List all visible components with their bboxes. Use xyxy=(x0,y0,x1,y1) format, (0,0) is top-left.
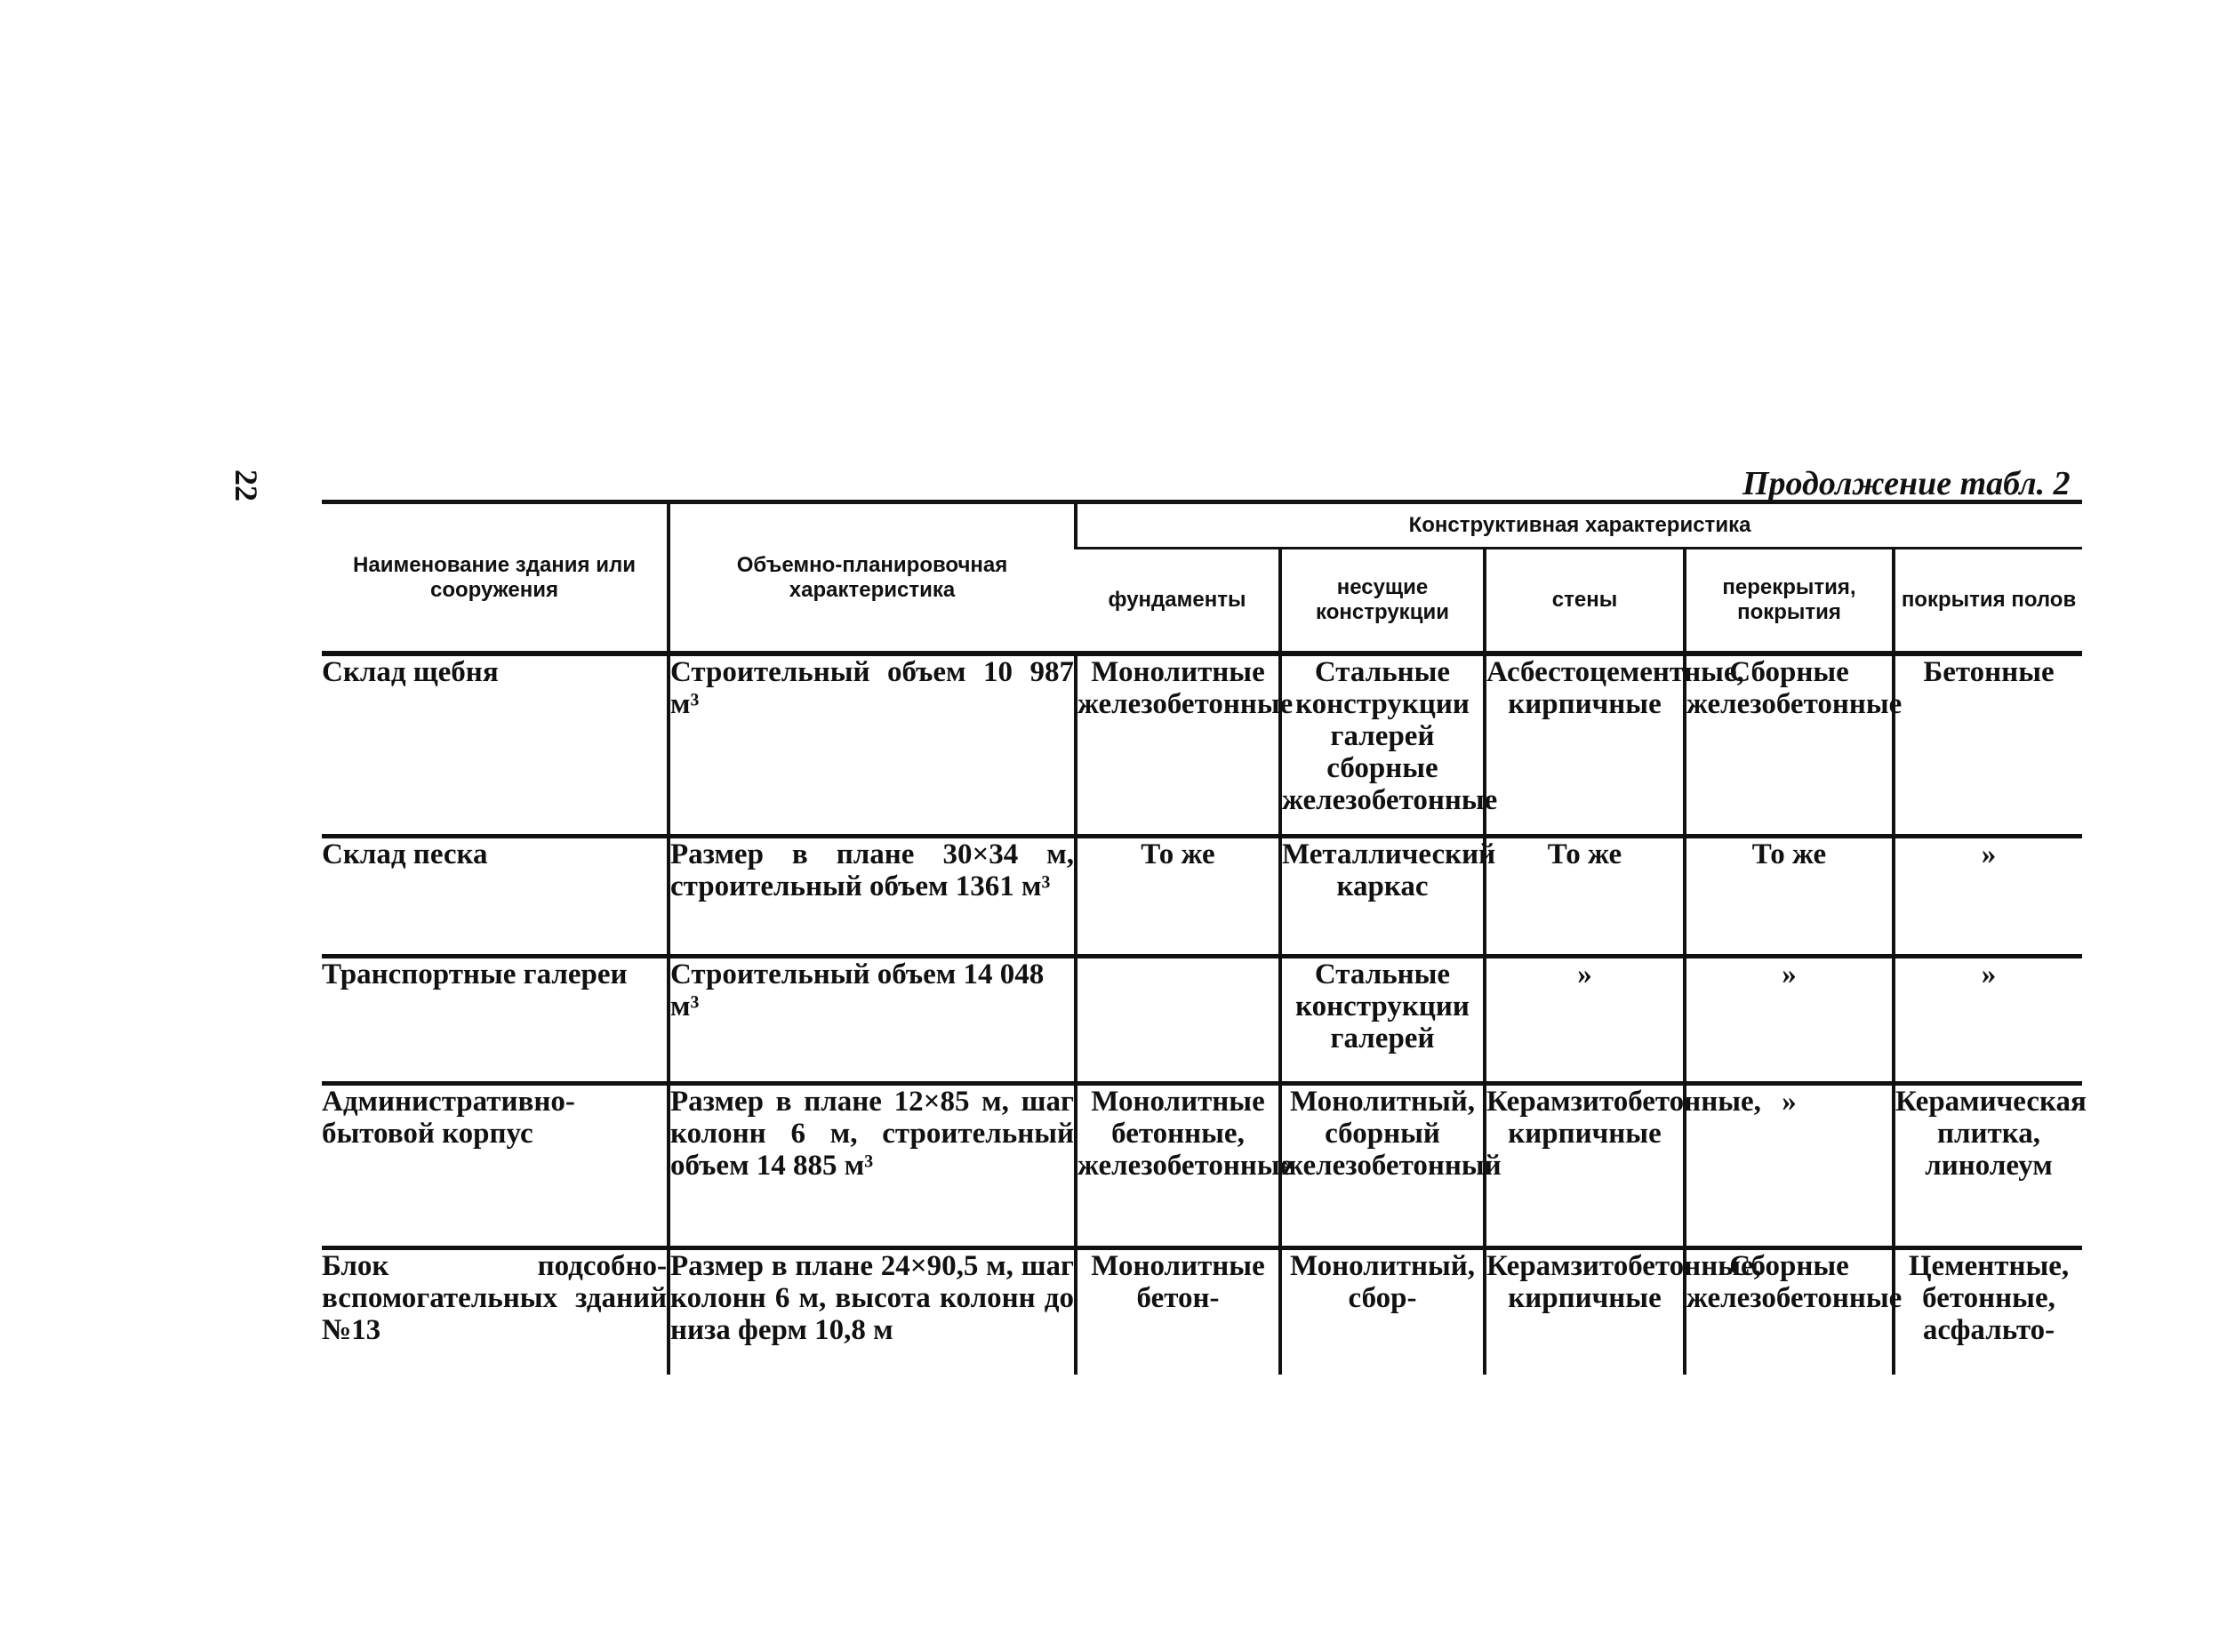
header-foundations: фундаменты xyxy=(1108,588,1246,612)
cell-plan: Строительный объем 10 987 м³ xyxy=(669,654,1076,837)
cell-foundations xyxy=(1076,957,1280,1084)
cell-floors: » xyxy=(1894,957,2082,1084)
cell-foundations: То же xyxy=(1076,837,1280,957)
header-ceilings: перекрытия, покрытия xyxy=(1685,549,1894,654)
building-characteristics-table xyxy=(322,500,2087,1375)
cell-bearing: Монолитный, сбор- xyxy=(1280,1248,1485,1375)
header-row-top xyxy=(322,502,2082,549)
cell-walls: » xyxy=(1485,957,1685,1084)
cell-ceilings: Сборные железобетонные xyxy=(1685,1248,1894,1375)
cell-ceilings: » xyxy=(1685,1084,1894,1248)
table-row xyxy=(322,837,2082,957)
cell-bearing: Стальные конструкции галерей сборные железобетонные xyxy=(1280,654,1485,837)
table-row xyxy=(322,1248,2082,1375)
cell-foundations: Монолитные железобетонные xyxy=(1076,654,1280,837)
cell-floors: » xyxy=(1894,837,2082,957)
header-bearing: несущие конструкции xyxy=(1280,549,1485,654)
page-number: 22 xyxy=(228,469,264,501)
cell-walls: Керамзитобетонные, кирпичные xyxy=(1485,1248,1685,1375)
cell-bearing: Монолитный, сборный железобетонный xyxy=(1280,1084,1485,1248)
cell-walls: Керамзитобетонные, кирпичные xyxy=(1485,1084,1685,1248)
cell-foundations: Монолитные бетонные, железобетонные xyxy=(1076,1084,1280,1248)
table-row xyxy=(322,1084,2082,1248)
cell-floors: Бетонные xyxy=(1894,654,2082,837)
header-plan: Объемно-планировочная характеристика xyxy=(669,502,1076,654)
cell-plan: Строительный объем 14 048 м³ xyxy=(669,957,1076,1084)
cell-ceilings: Сборные железобетонные xyxy=(1685,654,1894,837)
cell-ceilings: То же xyxy=(1685,837,1894,957)
table-row xyxy=(322,957,2082,1084)
cell-name: Склад щебня xyxy=(322,654,669,837)
cell-plan: Размер в плане 12×85 м, шаг колонн 6 м, строительный объем 14 885 м³ xyxy=(669,1084,1076,1248)
cell-bearing: Стальные конструкции галерей xyxy=(1280,957,1485,1084)
cell-ceilings: » xyxy=(1685,957,1894,1084)
cell-plan: Размер в плане 30×34 м, строительный объем 1361 м³ xyxy=(669,837,1076,957)
cell-name: Транспортные галереи xyxy=(322,957,669,1084)
cell-plan: Размер в плане 24×90,5 м, шаг колонн 6 м, высота колонн до низа ферм 10,8 м xyxy=(669,1248,1076,1375)
cell-floors: Керамическая плитка, линолеум xyxy=(1894,1084,2082,1248)
header-floors: покрытия полов xyxy=(1894,549,2082,654)
cell-walls: То же xyxy=(1485,837,1685,957)
header-name: Наименование здания или сооружения xyxy=(322,502,669,654)
cell-floors: Цементные, бетонные, асфальто- xyxy=(1894,1248,2082,1375)
header-construct-group: Конструктивная характеристика xyxy=(1076,502,2082,549)
cell-foundations: Монолитные бетон- xyxy=(1076,1248,1280,1375)
table-row xyxy=(322,654,2082,837)
table-caption: Продолжение табл. 2 xyxy=(1742,465,2071,502)
cell-name: Блок подсобно-вспомогательных зданий №13 xyxy=(322,1248,669,1375)
cell-name: Административно-бытовой корпус xyxy=(322,1084,669,1248)
cell-bearing: Металлический каркас xyxy=(1280,837,1485,957)
cell-walls: Асбестоцементные, кирпичные xyxy=(1485,654,1685,837)
header-walls: стены xyxy=(1485,549,1685,654)
cell-name: Склад песка xyxy=(322,837,669,957)
